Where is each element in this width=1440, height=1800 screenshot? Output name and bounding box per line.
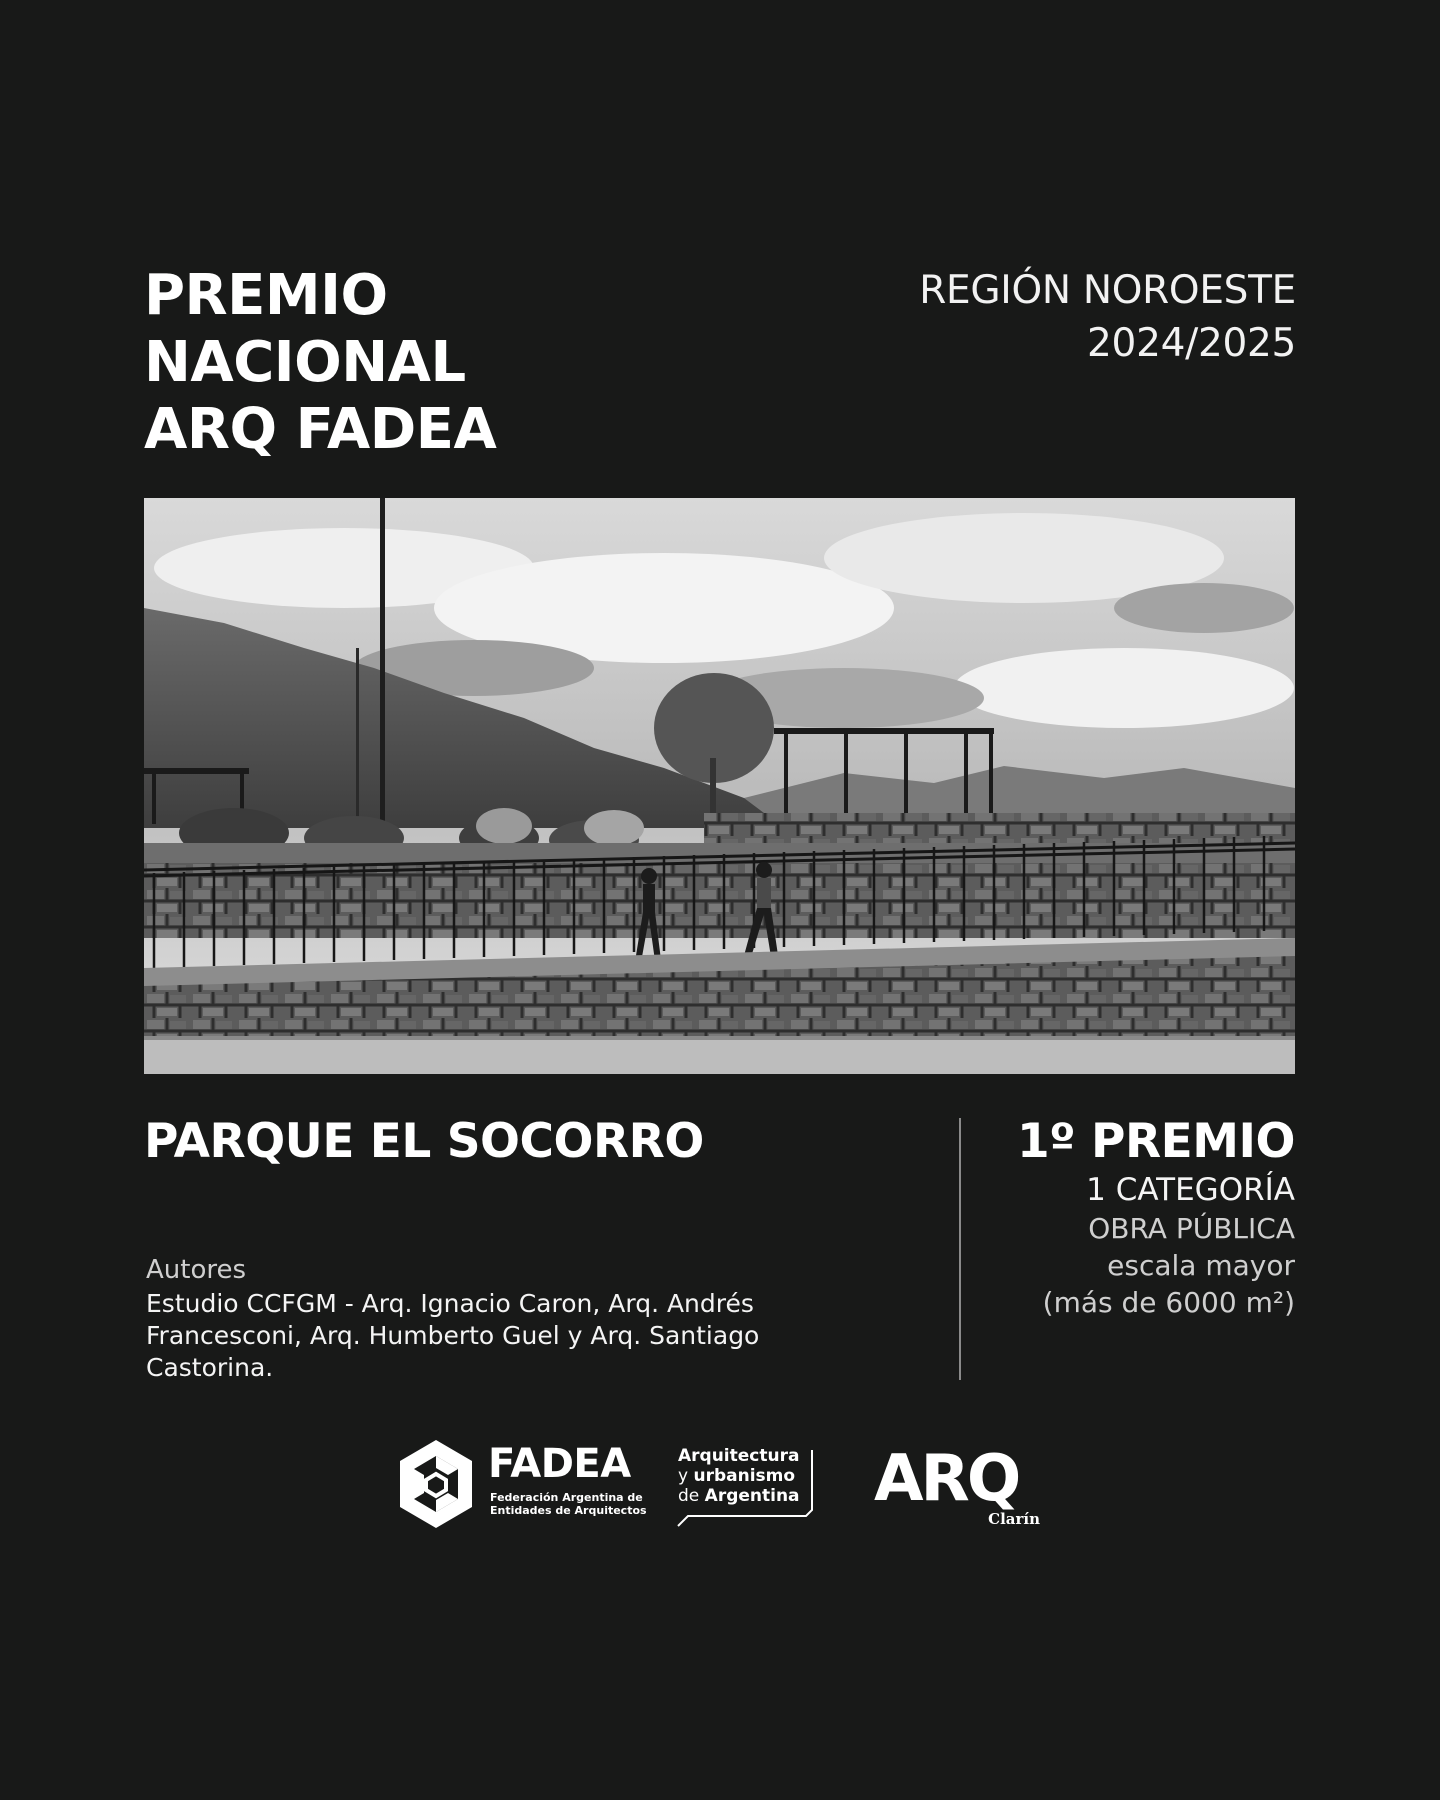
award-title-block bbox=[144, 262, 564, 463]
arq-clarin-logo bbox=[874, 1444, 1044, 1534]
award-type: OBRA PÚBLICA bbox=[1088, 1212, 1295, 1245]
aua-line-1: Arquitectura bbox=[678, 1446, 800, 1466]
project-photo bbox=[144, 498, 1295, 1074]
region-block bbox=[796, 264, 1296, 370]
aua-line-3: de Argentina bbox=[678, 1486, 800, 1506]
award-category: 1 CATEGORÍA bbox=[1086, 1172, 1295, 1208]
title-line-3: ARQ FADEA bbox=[144, 397, 497, 462]
aua-text bbox=[678, 1446, 800, 1506]
award-size: (más de 6000 m²) bbox=[1042, 1286, 1295, 1319]
fadea-subtitle-line-1: Federación Argentina de bbox=[490, 1491, 643, 1504]
authors-label: Autores bbox=[146, 1255, 247, 1285]
fadea-subtitle-line-2: Entidades de Arquitectos bbox=[490, 1504, 647, 1517]
fadea-logo bbox=[396, 1438, 656, 1530]
award-scale: escala mayor bbox=[1107, 1249, 1295, 1282]
title-line-1: PREMIO bbox=[144, 263, 388, 328]
award-title: 1º PREMIO bbox=[1016, 1114, 1295, 1169]
title-line-2: NACIONAL bbox=[144, 330, 466, 395]
aua-line-2: y urbanismo bbox=[678, 1466, 796, 1486]
authors-list: Estudio CCFGM - Arq. Ignacio Caron, Arq. Andrés Francesconi, Arq. Humberto Guel y Arq. Santiago Castorina. bbox=[146, 1289, 760, 1382]
arq-wordmark: ARQ bbox=[874, 1442, 1019, 1516]
region-name: REGIÓN NOROESTE bbox=[919, 268, 1296, 313]
project-name: PARQUE EL SOCORRO bbox=[144, 1114, 704, 1169]
region-years: 2024/2025 bbox=[1087, 321, 1296, 366]
aua-logo bbox=[676, 1446, 816, 1530]
fadea-subtitle bbox=[490, 1491, 647, 1517]
clarin-wordmark: Clarín bbox=[988, 1510, 1040, 1528]
award-block bbox=[895, 1114, 1295, 1321]
fadea-name: FADEA bbox=[488, 1441, 631, 1487]
fadea-hexagon-icon bbox=[396, 1438, 476, 1530]
